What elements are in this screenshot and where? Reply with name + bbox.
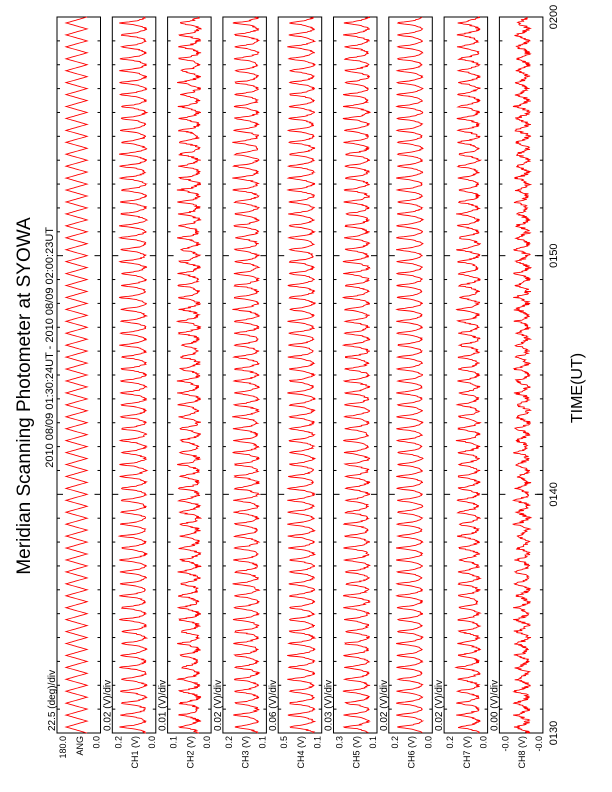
x-tick-label: 0140 xyxy=(547,482,560,507)
chart-title: Meridian Scanning Photometer at SYOWA xyxy=(14,217,35,575)
y-tick-label: 0.2 xyxy=(445,736,456,749)
y-tick-label: 0.1 xyxy=(168,736,179,749)
y-axis-label: CH8 (V) xyxy=(517,736,528,769)
y-tick-label: 0.2 xyxy=(113,736,124,749)
y-tick-label: 0.0 xyxy=(202,736,213,749)
y-tick-label: 0.1 xyxy=(368,736,378,749)
panel-scale-label: 0.00 (V)/div xyxy=(489,679,501,731)
panel-scale-label: 0.02 (V)/div xyxy=(212,679,224,731)
y-tick-label: 180.0 xyxy=(58,736,68,759)
y-axis-label: CH6 (V) xyxy=(406,736,417,769)
chart-subtitle: 2010 08/09 01:30:24UT - 2010 08/09 02:00:23UT xyxy=(44,227,56,468)
panel-scale-label: 22.5 (deg)/div xyxy=(47,669,58,731)
y-axis-label: CH2 (V) xyxy=(185,736,196,769)
x-tick-label: 0130 xyxy=(547,720,560,746)
y-tick-label: 0.3 xyxy=(334,736,345,749)
y-tick-label: 0.0 xyxy=(423,736,434,749)
panel-scale-label: 0.02 (V)/div xyxy=(102,679,114,731)
y-axis-label: CH7 (V) xyxy=(461,736,472,769)
panel-scale-label: 0.03 (V)/div xyxy=(323,679,335,731)
x-tick-label: 0200 xyxy=(547,4,560,30)
x-axis-label: TIME(UT) xyxy=(569,352,586,424)
y-tick-label: 0.0 xyxy=(478,736,489,749)
y-axis-label: ANG xyxy=(74,736,85,756)
y-tick-label: 0.5 xyxy=(279,736,290,749)
panel-scale-label: 0.01 (V)/div xyxy=(157,679,169,731)
y-tick-label: 0.2 xyxy=(223,736,234,749)
y-tick-label: -0.0 xyxy=(533,736,544,752)
panel-scale-label: 0.06 (V)/div xyxy=(268,679,280,731)
y-tick-label: 0.0 xyxy=(146,736,157,749)
y-tick-label: -0.0 xyxy=(500,736,511,752)
y-axis-label: CH1 (V) xyxy=(130,736,141,769)
y-tick-label: 0.2 xyxy=(389,736,400,749)
panel-scale-label: 0.02 (V)/div xyxy=(434,679,446,731)
panel-scale-label: 0.02 (V)/div xyxy=(378,679,390,731)
x-tick-label: 0150 xyxy=(547,243,560,268)
y-axis-label: CH3 (V) xyxy=(240,736,251,769)
y-tick-label: 0.0 xyxy=(91,736,102,749)
y-tick-label: 0.1 xyxy=(312,736,323,749)
y-axis-label: CH4 (V) xyxy=(295,736,306,769)
y-axis-label: CH5 (V) xyxy=(351,736,362,769)
y-tick-label: 0.1 xyxy=(257,736,268,749)
